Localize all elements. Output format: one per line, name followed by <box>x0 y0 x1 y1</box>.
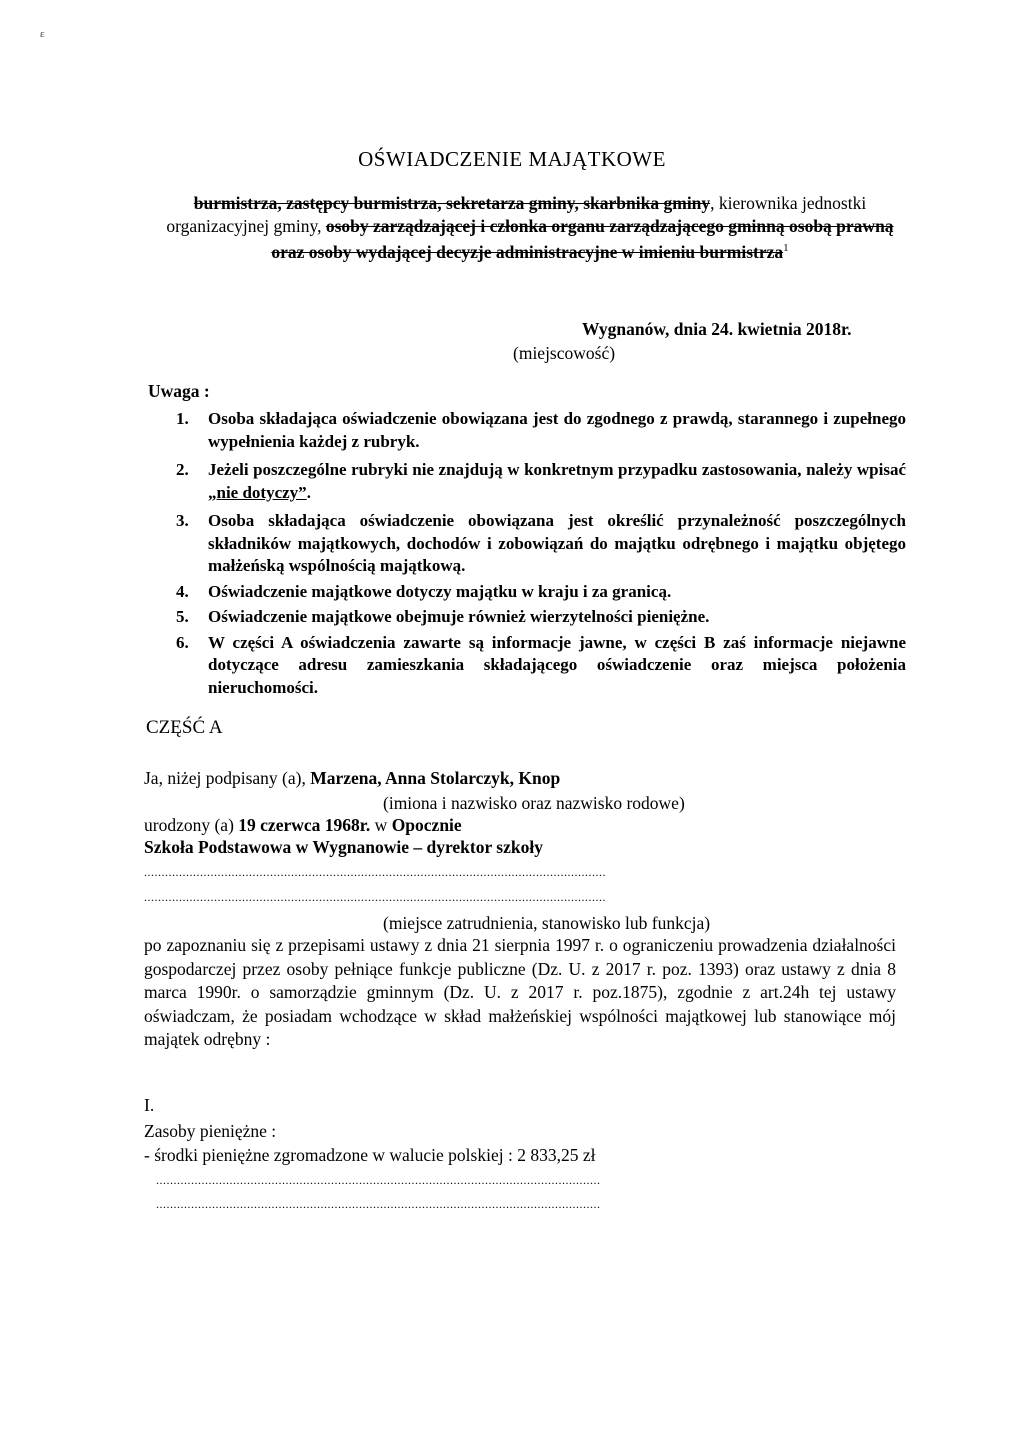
place-caption: (miejscowość) <box>513 343 616 363</box>
dotted-line: .................................................................................................................................... <box>144 890 606 904</box>
note-item <box>176 510 906 578</box>
dotted-line: ............................................................................................................................... <box>156 1197 601 1211</box>
dotted-line: ............................................................................................................................... <box>156 1173 601 1187</box>
note-item <box>176 581 906 604</box>
birth-place: Opocznie <box>391 815 462 835</box>
declaration-paragraph: po zapoznaniu się z przepisami ustawy z dnia 21 sierpnia 1997 r. o ograniczeniu prowadzenia działalności gospodarczej przez osoby pełniące funkcje publiczne (Dz. U. z 2017 r. poz. 1393) oraz ustawy z dnia 8 marca 1990r. o samorządzie gminnym (Dz. U. z 2017 r. poz.1875), zgodnie z art.24h tej ustawy oświadczam, że posiadam wchodzące w skład małżeńskiej wspólności majątkowej lub stanowiące mój majątek odrębny : <box>144 935 896 1049</box>
dotted-line: .................................................................................................................................... <box>144 865 606 879</box>
birth-prefix: urodzony (a) <box>144 815 234 835</box>
note-number: 3. <box>176 511 189 530</box>
employer-line: Szkoła Podstawowa w Wygnanowie – dyrektor szkoły <box>144 837 543 857</box>
birth-line <box>144 815 462 836</box>
note-item <box>176 408 906 453</box>
note-number: 1. <box>176 409 189 428</box>
note-text: Oświadczenie majątkowe dotyczy majątku w kraju i za granicą. <box>208 581 672 601</box>
declarant-prefix: Ja, niżej podpisany (a), <box>144 768 306 788</box>
declarant-line <box>144 768 560 789</box>
struck-positions-2: osoby zarządzającej i członka organu zarządzającego gminną osobą prawną oraz osoby wydającej decyzje administracyjne w imieniu burmistrza <box>271 215 894 262</box>
note-text: Oświadczenie majątkowe obejmuje również wierzytelności pieniężne. <box>208 607 710 626</box>
footnote-marker: 1 <box>783 242 789 254</box>
section-i-label: I. <box>144 1095 155 1115</box>
notes-list <box>176 408 906 699</box>
names-caption: (imiona i nazwisko oraz nazwisko rodowe) <box>383 793 685 813</box>
employment-caption: (miejsce zatrudnienia, stanowisko lub funkcja) <box>383 913 711 933</box>
place-name: Wygnanów, dnia <box>582 319 707 339</box>
part-a-heading: CZĘŚĆ A <box>146 717 223 738</box>
birth-date: 19 czerwca 1968r. <box>238 815 371 835</box>
subject-block <box>150 192 910 263</box>
note-number: 4. <box>176 581 189 601</box>
date-value: 24. kwietnia 2018r. <box>711 319 852 339</box>
corner-mark: ε <box>40 28 45 40</box>
note-text: W części A oświadczenia zawarte są informacje jawne, w części B zaś informacje niejawne dotyczące adresu zamieszkania składającego oświadczenie oraz miejsca położenia nieruchomości. <box>208 632 906 697</box>
note-item <box>176 632 906 700</box>
notes-heading: Uwaga : <box>148 381 210 401</box>
note-emphasis: „nie dotyczy” <box>208 482 307 502</box>
note-text: Jeżeli poszczególne rubryki nie znajdują w konkretnym przypadku zastosowania, należy wpisać <box>208 460 906 479</box>
note-number: 6. <box>176 632 189 652</box>
note-tail: . <box>306 482 311 502</box>
declarant-name: Marzena, Anna Stolarczyk, Knop <box>310 768 561 788</box>
kept-position-2: jednostki organizacyjnej gminy, <box>166 193 867 236</box>
place-date <box>582 319 852 340</box>
kept-position-1: , kierownika <box>710 193 798 213</box>
note-item <box>176 459 906 504</box>
birth-mid: w <box>374 815 388 835</box>
section-i-heading: Zasoby pieniężne : <box>144 1121 277 1141</box>
document-title: OŚWIADCZENIE MAJĄTKOWE <box>358 147 666 171</box>
note-number: 5. <box>176 607 189 626</box>
note-text: Osoba składająca oświadczenie obowiązana jest do zgodnego z prawdą, starannego i zupełnego wypełnienia każdej z rubryk. <box>208 409 906 451</box>
struck-positions-1: burmistrza, zastępcy burmistrza, sekretarza gminy, skarbnika gminy <box>193 193 711 213</box>
note-item <box>176 606 906 629</box>
note-text: Osoba składająca oświadczenie obowiązana jest określić przynależność poszczególnych składników majątkowych, dochodów i zobowiązań do majątku odrębnego i majątku objętego małżeńską wspólnością majątkową. <box>208 511 906 575</box>
note-number: 2. <box>176 460 189 479</box>
cash-item: - środki pieniężne zgromadzone w walucie polskiej : 2 833,25 zł <box>144 1145 596 1165</box>
